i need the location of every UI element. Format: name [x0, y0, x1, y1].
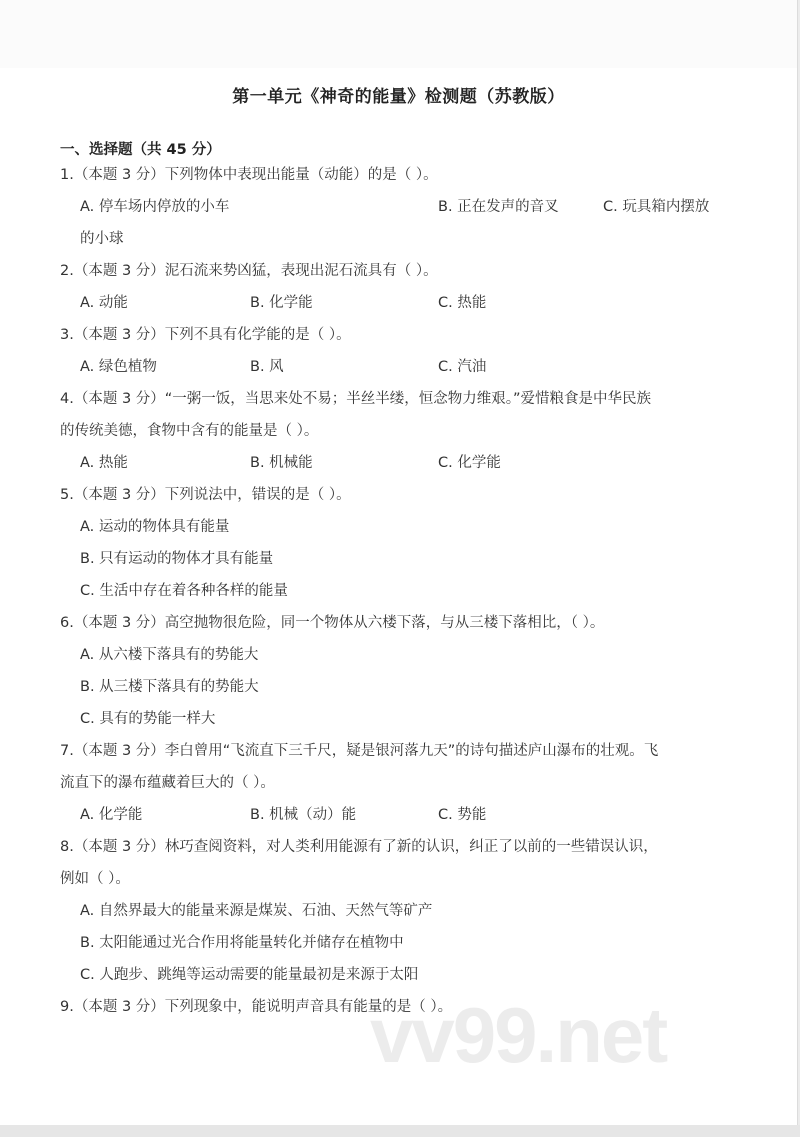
question-3-option-c: C. 汽油	[438, 359, 487, 375]
question-4-stem-continuation: 的传统美德，食物中含有的能量是（ ）。	[60, 423, 319, 439]
question-9-stem: 9.（本题 3 分）下列现象中，能说明声音具有能量的是（ ）。	[60, 999, 453, 1015]
question-7-stem: 7.（本题 3 分）李白曾用“飞流直下三千尺，疑是银河落九天”的诗句描述庐山瀑布的壮观。飞	[60, 743, 659, 759]
page-top-margin	[0, 0, 797, 68]
question-3-option-b: B. 风	[250, 359, 284, 375]
question-6-stem: 6.（本题 3 分）高空抛物很危险，同一个物体从六楼下落，与从三楼下落相比，（ ）。	[60, 615, 605, 631]
question-4-stem: 4.（本题 3 分）“一粥一饭，当思来处不易；半丝半缕，恒念物力维艰。”爱惜粮食是中华民族	[60, 391, 652, 407]
question-4-option-c: C. 化学能	[438, 455, 501, 471]
question-1-option-a: A. 停车场内停放的小车	[80, 199, 230, 215]
question-6-option-b: B. 从三楼下落具有的势能大	[80, 679, 259, 695]
question-2-stem: 2.（本题 3 分）泥石流来势凶猛，表现出泥石流具有（ ）。	[60, 263, 438, 279]
question-6-option-c: C. 具有的势能一样大	[80, 711, 216, 727]
section-heading: 一、选择题（共 45 分）	[60, 142, 221, 158]
question-1-stem: 1.（本题 3 分）下列物体中表现出能量（动能）的是（ ）。	[60, 167, 438, 183]
question-2-option-a: A. 动能	[80, 295, 128, 311]
question-5-option-b: B. 只有运动的物体才具有能量	[80, 551, 274, 567]
question-6-option-a: A. 从六楼下落具有的势能大	[80, 647, 259, 663]
question-7-option-c: C. 势能	[438, 807, 487, 823]
question-5-option-c: C. 生活中存在着各种各样的能量	[80, 583, 288, 599]
question-8-option-b: B. 太阳能通过光合作用将能量转化并储存在植物中	[80, 935, 404, 951]
question-3-stem: 3.（本题 3 分）下列不具有化学能的是（ ）。	[60, 327, 351, 343]
question-8-stem-continuation: 例如（ ）。	[60, 871, 130, 887]
document-title: 第一单元《神奇的能量》检测题（苏教版）	[232, 87, 565, 107]
question-2-option-b: B. 化学能	[250, 295, 313, 311]
question-8-option-c: C. 人跑步、跳绳等运动需要的能量最初是来源于太阳	[80, 967, 419, 983]
question-8-option-a: A. 自然界最大的能量来源是煤炭、石油、天然气等矿产	[80, 903, 433, 919]
question-2-option-c: C. 热能	[438, 295, 487, 311]
page-bottom-gutter	[0, 1125, 800, 1137]
question-1-option-b: B. 正在发声的音叉	[438, 199, 559, 215]
question-4-option-a: A. 热能	[80, 455, 128, 471]
question-1-option-c-continuation: 的小球	[80, 231, 124, 247]
question-7-option-a: A. 化学能	[80, 807, 143, 823]
question-3-option-a: A. 绿色植物	[80, 359, 157, 375]
question-7-stem-continuation: 流直下的瀑布蕴藏着巨大的（ ）。	[60, 775, 275, 791]
question-4-option-b: B. 机械能	[250, 455, 313, 471]
question-5-option-a: A. 运动的物体具有能量	[80, 519, 230, 535]
question-8-stem: 8.（本题 3 分）林巧查阅资料，对人类利用能源有了新的认识，纠正了以前的一些错误认识，	[60, 839, 658, 855]
question-5-stem: 5.（本题 3 分）下列说法中，错误的是（ ）。	[60, 487, 351, 503]
watermark: vv99.net	[370, 991, 667, 1079]
question-1-option-c: C. 玩具箱内摆放	[603, 199, 710, 215]
question-7-option-b: B. 机械（动）能	[250, 807, 357, 823]
